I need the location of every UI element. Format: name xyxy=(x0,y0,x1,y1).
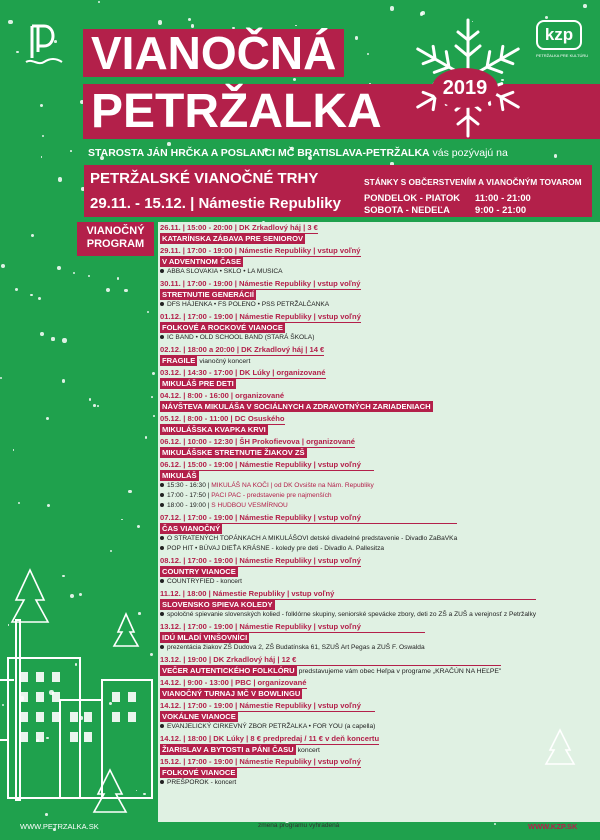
footer-note: zmena programu vyhradená xyxy=(258,822,340,829)
event-item xyxy=(160,589,536,620)
event-name-row xyxy=(160,524,457,534)
event-date: 15.12. | 17:00 - 19:00 | Námestie Republiky | vstup voľný xyxy=(160,757,361,766)
event-detail-text: IC BAND • OLD SCHOOL BAND (STARÁ ŠKOLA) xyxy=(167,334,315,341)
snow-dot xyxy=(70,150,72,152)
event-detail-text: MIKULÁŠ NA KOČI | od DK Ovsište na Nám. Republiky xyxy=(211,482,374,489)
event-name-row xyxy=(160,712,375,722)
event-date: 14.12. | 9:00 - 13:00 | PBC | organizované xyxy=(160,678,307,687)
title-line-1 xyxy=(83,29,344,77)
snow-dot xyxy=(18,502,20,504)
event-detail-line xyxy=(160,778,361,788)
snow-dot xyxy=(121,519,123,521)
snow-dot xyxy=(13,449,15,451)
event-detail-text: 15:30 - 16:30 | xyxy=(167,482,212,489)
bullet-icon xyxy=(160,612,164,616)
title-line-2-text: PETRŽALKA xyxy=(91,85,382,138)
event-name-row xyxy=(160,745,379,756)
event-name-row xyxy=(160,471,374,481)
event-item xyxy=(160,437,355,458)
event-item xyxy=(160,223,318,244)
snow-dot xyxy=(151,396,153,398)
event-name: ČAS VIANOČNÝ xyxy=(162,524,221,533)
event-name: MIKULÁŠSKA KVAPKA KRVI xyxy=(162,425,266,434)
event-name-row xyxy=(160,448,355,458)
kzp-logo-box xyxy=(536,20,582,50)
event-detail-text: S HUDBOU VESMÍRNOU xyxy=(211,502,288,509)
snow-dot xyxy=(41,156,43,158)
invite-rest: vás pozývajú na xyxy=(432,147,508,159)
event-detail-line xyxy=(160,534,457,544)
event-detail-text: ABBA SLOVAKIA • SKLO • LA MUSICA xyxy=(167,268,283,275)
event-detail-text: 18:00 - 19:00 | xyxy=(167,502,212,509)
snow-dot xyxy=(40,104,43,107)
year-text: 2019 xyxy=(442,77,488,99)
snow-dot xyxy=(62,338,66,342)
event-name: ŽIARISLAV A BYTOSTI a PÁNI ČASU xyxy=(162,745,294,754)
event-detail-line xyxy=(160,300,361,310)
hours-time-1: 11:00 - 21:00 xyxy=(475,192,531,203)
market-title: PETRŽALSKÉ VIANOČNÉ TRHY xyxy=(90,170,319,187)
program-label-line-1: VIANOČNÝ xyxy=(86,225,145,237)
snow-dot xyxy=(110,550,113,553)
bullet-icon xyxy=(160,335,164,339)
market-box xyxy=(84,165,592,217)
bullet-icon xyxy=(160,493,164,497)
event-name-suffix: predstavujeme vám obec Heľpa v programe „KRAČÚN NA HEĽPE" xyxy=(298,668,502,675)
event-name-row xyxy=(160,600,536,610)
event-detail-line xyxy=(160,722,375,732)
snow-dot xyxy=(124,289,128,293)
event-detail-line xyxy=(160,577,361,587)
event-name-row xyxy=(160,234,318,244)
bullet-icon xyxy=(160,645,164,649)
event-name-row xyxy=(160,666,501,677)
snow-dot xyxy=(355,36,359,40)
snow-dot xyxy=(51,337,54,340)
snow-dot xyxy=(38,297,41,300)
event-detail-line xyxy=(160,544,457,554)
snow-dot xyxy=(367,53,369,55)
event-name-row xyxy=(160,567,361,577)
hours-row-1 xyxy=(364,192,531,203)
event-date: 02.12. | 18:00 a 20:00 | DK Zrkadlový háj | 14 € xyxy=(160,345,325,354)
event-item xyxy=(160,757,361,788)
bullet-icon xyxy=(160,579,164,583)
event-date: 13.12. | 17:00 - 19:00 | Námestie Republiky | vstup voľný xyxy=(160,622,425,633)
event-name-row xyxy=(160,633,425,643)
snow-dot xyxy=(583,4,587,8)
bullet-icon xyxy=(160,780,164,784)
petrzalka-logo-icon xyxy=(22,22,66,66)
event-item xyxy=(160,345,324,367)
footer-left-url[interactable]: WWW.PETRZALKA.SK xyxy=(20,822,99,831)
event-item xyxy=(160,622,425,653)
snow-dot xyxy=(167,142,171,146)
kzp-logo xyxy=(536,20,589,66)
invite-line xyxy=(88,147,508,159)
event-detail-line xyxy=(160,491,374,501)
event-name-suffix: koncert xyxy=(297,747,320,754)
hours-days-1: PONDELOK - PIATOK xyxy=(364,192,461,203)
bullet-icon xyxy=(160,546,164,550)
snow-dot xyxy=(188,18,191,21)
snow-dot xyxy=(58,177,62,181)
event-detail-text: PACI PAC - predstavenie pre najmenších xyxy=(211,492,332,499)
event-item xyxy=(160,460,374,511)
snow-dot xyxy=(554,154,558,158)
event-name: STRETNUTIE GENERÁCIÍ xyxy=(162,290,254,299)
event-name: IDÚ MLADÍ VINŠOVNÍCI xyxy=(162,633,248,642)
footer-right-url[interactable]: WWW.KZP.SK xyxy=(528,822,578,831)
snow-dot xyxy=(30,294,32,296)
bullet-icon xyxy=(160,724,164,728)
event-name: MIKULÁŠ xyxy=(162,471,197,480)
year-badge xyxy=(432,68,498,108)
snow-dot xyxy=(1,264,5,268)
hours-row-2 xyxy=(364,204,526,215)
snow-dot xyxy=(128,490,131,493)
event-detail-line xyxy=(160,481,374,491)
event-date: 26.11. | 15:00 - 20:00 | DK Zrkadlový háj | 3 € xyxy=(160,223,318,232)
hours-days-2: SOBOTA - NEDEĽA xyxy=(364,204,450,215)
bullet-icon xyxy=(160,483,164,487)
event-date: 08.12. | 17:00 - 19:00 | Námestie Republiky | vstup voľný xyxy=(160,556,361,565)
snow-dot xyxy=(106,288,110,292)
snow-dot xyxy=(98,1,100,3)
event-name-row xyxy=(160,257,361,267)
event-item xyxy=(160,655,501,677)
event-detail-text: DFS HÁJENKA • FS POLENO • PSS PETRŽALČANKA xyxy=(167,301,330,308)
event-name: VEČER AUTENTICKÉHO FOLKLÓRU xyxy=(162,666,295,675)
bullet-icon xyxy=(160,269,164,273)
event-item xyxy=(160,734,379,756)
event-detail-text: O STRATENÝCH TOPÁNKACH A MIKULÁŠOVI detské divadelné predstavenie - Divadlo ZaBaVKa xyxy=(167,535,458,542)
event-date: 14.12. | 18:00 | DK Lúky | 8 € predpredaj / 11 € v deň koncertu xyxy=(160,734,380,743)
event-name-row xyxy=(160,356,324,367)
event-date: 30.11. | 17:00 - 19:00 | Námestie Republiky | vstup voľný xyxy=(160,279,361,288)
event-detail-text: POP HIT • BÚVAJ DIEŤA KRÁSNE - koledy pre deti - Divadlo A. Pallesitza xyxy=(167,545,385,552)
event-name: V ADVENTNOM ČASE xyxy=(162,257,242,266)
event-name: NÁVŠTEVA MIKULÁŠA V SOCIÁLNYCH A ZDRAVOTNÝCH ZARIADENIACH xyxy=(162,402,431,411)
event-name-row xyxy=(160,425,285,435)
event-item xyxy=(160,279,361,310)
event-date: 29.11. | 17:00 - 19:00 | Námestie Republiky | vstup voľný xyxy=(160,246,361,255)
event-item xyxy=(160,368,326,389)
event-name: FOLKOVÉ A ROCKOVÉ VIANOCE xyxy=(162,323,283,332)
snow-dot xyxy=(8,20,12,24)
event-detail-text: COUNTRYFIED - koncert xyxy=(167,578,242,585)
event-date: 14.12. | 17:00 - 19:00 | Námestie Republiky | vstup voľný xyxy=(160,701,375,712)
event-name: SLOVENSKO SPIEVA KOLEDY xyxy=(162,600,273,609)
market-dates: 29.11. - 15.12. | Námestie Republiky xyxy=(90,195,341,212)
snow-dot xyxy=(40,332,44,336)
title-line-1-text: VIANOČNÁ xyxy=(91,27,337,79)
snow-dot xyxy=(42,135,44,137)
event-item xyxy=(160,513,457,554)
event-detail-text: spoločné spievanie slovenských kolied - folklórne skupiny, seniorské spevácke zbory, deti zo ZŠ a ZUŠ a verejnosť z Petržalky xyxy=(167,611,537,618)
snow-dot xyxy=(88,275,90,277)
event-name-row xyxy=(160,689,307,699)
event-item xyxy=(160,678,307,699)
event-detail-text: prezentácia žiakov ZŠ Dudova 2, ZŠ Budatínska 61, SZUŠ Art Pegas a ZUŠ F. Oswalda xyxy=(167,644,425,651)
snow-dot xyxy=(158,20,162,24)
event-name-row xyxy=(160,379,326,389)
event-item xyxy=(160,391,433,412)
program-label xyxy=(77,222,154,256)
snow-dot xyxy=(73,272,75,274)
snow-dot xyxy=(47,504,50,507)
snow-dot xyxy=(390,6,394,10)
event-name-row xyxy=(160,768,361,778)
invite-bold: STAROSTA JÁN HRČKA A POSLANCI MČ BRATISLAVA-PETRŽALKA xyxy=(88,147,430,159)
snow-dot xyxy=(15,288,19,292)
event-detail-text: 17:00 - 17:50 | xyxy=(167,492,212,499)
event-name-row xyxy=(160,290,361,300)
event-item xyxy=(160,414,285,435)
bullet-icon xyxy=(160,302,164,306)
program-label-line-2: PROGRAM xyxy=(86,238,145,250)
event-detail-text: EVANJELICKÝ CIRKEVNÝ ZBOR PETRŽALKA • FOR YOU (a capella) xyxy=(167,723,376,730)
snow-dot xyxy=(97,405,99,407)
snow-dot xyxy=(0,377,2,379)
event-item xyxy=(160,246,361,277)
event-name-suffix: vianočný koncert xyxy=(199,358,251,365)
event-name: VIANOČNÝ TURNAJ MČ V BOWLINGU xyxy=(162,689,301,698)
snow-dot xyxy=(57,266,61,270)
snow-dot xyxy=(153,415,155,417)
event-date: 04.12. | 8:00 - 16:00 | organizované xyxy=(160,391,433,402)
event-name: VOKÁLNE VIANOCE xyxy=(162,712,236,721)
event-date: 13.12. | 19:00 | DK Zrkadlový háj | 12 € xyxy=(160,655,501,666)
snow-dot xyxy=(152,372,155,375)
event-name: MIKULÁŠ PRE DETI xyxy=(162,379,234,388)
event-item xyxy=(160,556,361,587)
event-date: 01.12. | 17:00 - 19:00 | Námestie Republiky | vstup voľný xyxy=(160,312,361,321)
event-detail-text: PREŠPOROK - koncert xyxy=(167,779,237,786)
snow-dot xyxy=(137,525,140,528)
event-name: FRAGILE xyxy=(162,356,196,365)
event-name: MIKULÁŠSKE STRETNUTIE ŽIAKOV ZŠ xyxy=(162,448,305,457)
bullet-icon xyxy=(160,503,164,507)
event-item xyxy=(160,701,375,732)
event-date: 06.12. | 15:00 - 19:00 | Námestie Republiky | vstup voľný xyxy=(160,460,374,471)
snow-dot xyxy=(46,417,49,420)
petrzalka-logo xyxy=(22,22,66,66)
snow-dot xyxy=(545,16,548,19)
kzp-logo-subtitle: PETRŽALKA PRE KULTÚRU xyxy=(536,53,589,58)
event-date: 06.12. | 10:00 - 12:30 | ŠH Prokofievova | organizované xyxy=(160,437,356,446)
event-date: 03.12. | 14:30 - 17:00 | DK Lúky | organizované xyxy=(160,368,326,377)
event-detail-line xyxy=(160,333,361,343)
snow-dot xyxy=(16,51,18,53)
snow-dot xyxy=(147,311,149,313)
event-name-row xyxy=(160,402,433,412)
event-item xyxy=(160,312,361,343)
event-date: 05.12. | 8:00 - 11:00 | DC Osuského xyxy=(160,414,285,423)
event-date: 07.12. | 17:00 - 19:00 | Námestie Republiky | vstup voľný xyxy=(160,513,457,524)
snow-dot xyxy=(62,379,66,383)
hours-time-2: 9:00 - 21:00 xyxy=(475,204,527,215)
snow-dot xyxy=(31,234,34,237)
stalls-title: STÁNKY S OBČERSTVENÍM A VIANOČNÝM TOVAROM xyxy=(364,177,582,187)
kzp-logo-text: kzp xyxy=(544,25,574,44)
event-detail-line xyxy=(160,501,374,511)
event-detail-line xyxy=(160,267,361,277)
snow-dot xyxy=(89,398,91,400)
event-name: FOLKOVÉ VIANOCE xyxy=(162,768,236,777)
event-detail-line xyxy=(160,643,425,653)
snow-dot xyxy=(117,277,120,280)
event-name: COUNTRY VIANOCE xyxy=(162,567,236,576)
snow-dot xyxy=(145,436,147,438)
event-date: 11.12. | 18:00 | Námestie Republiky | vstup voľný xyxy=(160,589,536,600)
event-detail-line xyxy=(160,610,536,620)
bullet-icon xyxy=(160,536,164,540)
snow-dot xyxy=(93,404,96,407)
event-name-row xyxy=(160,323,361,333)
event-name: KATARÍNSKA ZÁBAVA PRE SENIOROV xyxy=(162,234,304,243)
